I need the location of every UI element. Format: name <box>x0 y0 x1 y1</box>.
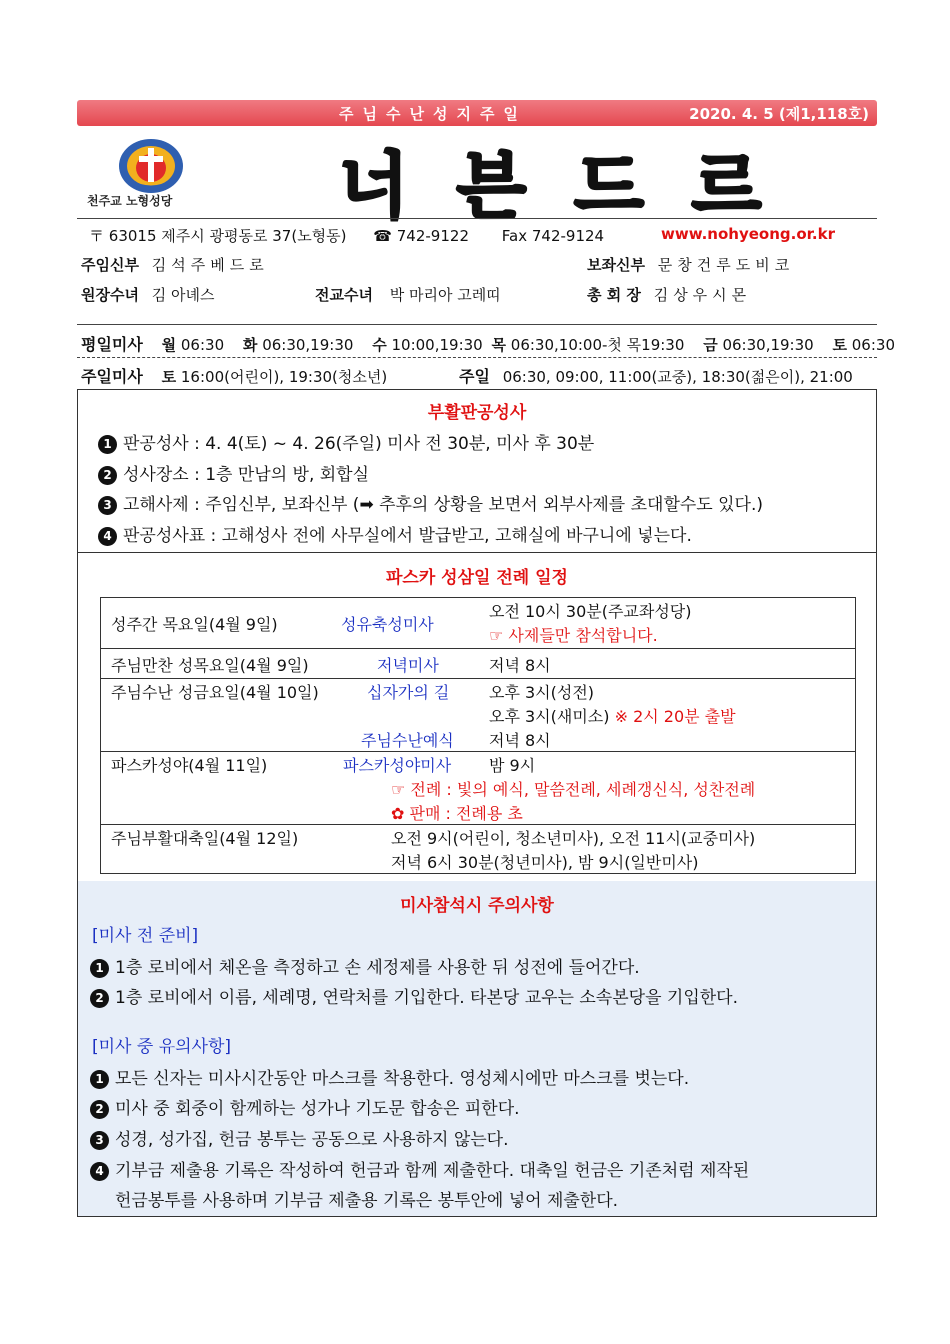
sun-sat-time: 16:00(어린이), 19:30(청소년) <box>180 368 388 386</box>
superior-line <box>81 284 214 305</box>
phone-icon: ☎ <box>373 227 392 245</box>
catechist-label: 전교수녀 <box>315 286 373 304</box>
sunday-mass-label: 주일미사 <box>81 367 143 386</box>
wed-time: 10:00,19:30 <box>391 336 483 354</box>
table-row <box>101 598 856 649</box>
number-badge-icon: 1 <box>90 1070 109 1089</box>
precaution-item <box>90 953 640 978</box>
precaution-text: 기부금 제출용 기록은 작성하여 헌금과 함께 제출한다. 대축일 헌금은 기존처럼 제작된 <box>115 1161 750 1181</box>
sun-label: 주일 <box>459 367 490 386</box>
sat-label: 토 <box>832 336 847 354</box>
schedule-day: 주님부활대축일(4월 12일) <box>111 829 299 848</box>
confession-item <box>98 490 763 515</box>
assistant-label: 보좌신부 <box>587 256 645 274</box>
confession-item <box>98 460 369 485</box>
header-banner <box>77 100 877 126</box>
president-line <box>587 284 751 305</box>
schedule-note: ✿ 판매 : 전례용 초 <box>391 804 523 823</box>
schedule-rite: 저녁미사 <box>377 656 439 675</box>
weekday-mass-label: 평일미사 <box>81 335 143 354</box>
schedule-time: 저녁 8시 <box>489 656 551 675</box>
triduum-schedule-table <box>100 597 856 874</box>
sat-time: 06:30 <box>851 336 895 354</box>
number-badge-icon: 1 <box>98 435 117 454</box>
parish-logo-text: 천주교 노형성당 <box>87 194 173 208</box>
schedule-day: 주님만찬 성목요일(4월 9일) <box>111 656 309 675</box>
schedule-day: 파스카성야(4월 11일) <box>111 756 268 775</box>
number-badge-icon: 4 <box>90 1162 109 1181</box>
confession-section <box>77 389 877 553</box>
precaution-item <box>90 1064 689 1089</box>
assistant-line <box>587 254 794 275</box>
pastor-label: 주임신부 <box>81 256 139 274</box>
schedule-time: 오후 3시(성전) <box>489 683 595 702</box>
confession-item-text: 성사장소 : 1층 만남의 방, 회합실 <box>123 465 370 485</box>
precaution-item <box>90 1125 509 1150</box>
before-mass-heading: [미사 전 준비] <box>92 926 199 946</box>
fri-label: 금 <box>703 336 718 354</box>
precaution-text: 모든 신자는 미사시간동안 마스크를 착용한다. 영성체시에만 마스크를 벗는다. <box>115 1069 690 1089</box>
schedule-note: ☞ 전례 : 빛의 예식, 말씀전례, 세례갱신식, 성찬전례 <box>391 780 756 799</box>
mon-label: 월 <box>161 336 177 354</box>
table-row <box>101 679 856 752</box>
fax: Fax 742-9124 <box>501 227 605 245</box>
schedule-rite: 주님수난예식 <box>361 731 454 750</box>
schedule-rite: 성유축성미사 <box>341 615 434 634</box>
schedule-time-text: 오후 3시(새미소) <box>489 707 610 726</box>
wed-label: 수 <box>372 336 387 354</box>
schedule-rite: 파스카성야미사 <box>343 756 452 775</box>
precautions-title: 미사참석시 주의사항 <box>400 896 554 916</box>
website-link[interactable]: www.nohyeong.or.kr <box>661 225 835 243</box>
thu-label: 목 <box>491 336 506 354</box>
postal-icon: 〒 <box>89 227 105 245</box>
triduum-title: 파스카 성삼일 전례 일정 <box>386 568 568 588</box>
sun-sat-label: 토 <box>161 368 177 386</box>
schedule-time <box>489 704 736 727</box>
mon-time: 06:30 <box>180 336 225 354</box>
sunday-times <box>459 364 853 387</box>
pastor-line <box>81 254 269 275</box>
banner-sunday-name: 주님수난성지주일 <box>339 105 527 123</box>
precautions-section <box>77 881 877 1217</box>
schedule-time: 오전 9시(어린이, 청소년미사), 오전 11시(교중미사) <box>391 829 756 848</box>
precaution-item <box>90 983 738 1008</box>
table-row <box>101 649 856 679</box>
president-name: 김상우시몬 <box>653 286 752 304</box>
divider <box>77 324 877 325</box>
banner-date-issue: 2020. 4. 5 (제1,118호) <box>689 105 869 123</box>
precaution-item <box>90 1094 520 1119</box>
schedule-day: 주님수난 성금요일(4월 10일) <box>111 683 319 702</box>
fri-time: 06:30,19:30 <box>722 336 814 354</box>
during-mass-heading: [미사 중 유의사항] <box>92 1037 232 1057</box>
confession-item-text: 판공성사 : 4. 4(토) ~ 4. 26(주일) 미사 전 30분, 미사 후 30분 <box>123 434 595 454</box>
confession-item-text: 판공성사표 : 고해성사 전에 사무실에서 발급받고, 고해실에 바구니에 넣는다. <box>123 526 692 546</box>
triduum-section <box>77 551 877 882</box>
assistant-name: 문창건루도비코 <box>657 256 795 274</box>
divider <box>77 218 877 219</box>
precaution-text: 성경, 성가집, 헌금 봉투는 공동으로 사용하지 않는다. <box>115 1130 509 1150</box>
precaution-text: 미사 중 회중이 함께하는 성가나 기도문 합송은 피한다. <box>115 1099 520 1119</box>
phone: 742-9122 <box>396 227 469 245</box>
schedule-note: ☞ 사제들만 참석합니다. <box>489 626 658 645</box>
pastor-name: 김석주베드로 <box>151 256 269 274</box>
table-row <box>101 825 856 874</box>
schedule-time: 오전 10시 30분(주교좌성당) <box>489 602 692 621</box>
number-badge-icon: 3 <box>98 496 117 515</box>
sunday-mass-line <box>81 364 387 387</box>
precaution-text: 1층 로비에서 이름, 세례명, 연락처를 기입한다. 타본당 교우는 소속본당을 기입한다. <box>115 988 738 1008</box>
confession-item <box>98 521 692 546</box>
schedule-time: 저녁 8시 <box>489 731 551 750</box>
schedule-note: ※ 2시 20분 출발 <box>614 707 736 726</box>
dashed-divider <box>77 357 877 358</box>
schedule-time: 밤 9시 <box>489 756 536 775</box>
number-badge-icon: 1 <box>90 959 109 978</box>
confession-title: 부활판공성사 <box>427 403 527 423</box>
superior-label: 원장수녀 <box>81 286 139 304</box>
confession-item <box>98 429 594 454</box>
precaution-text-continued: 헌금봉투를 사용하며 기부금 제출용 기록은 봉투안에 넣어 제출한다. <box>115 1191 619 1211</box>
precaution-text: 1층 로비에서 체온을 측정하고 손 세정제를 사용한 뒤 성전에 들어간다. <box>115 958 640 978</box>
tue-time: 06:30,19:30 <box>262 336 354 354</box>
number-badge-icon: 4 <box>98 527 117 546</box>
schedule-time: 저녁 6시 30분(청년미사), 밤 9시(일반미사) <box>391 853 699 872</box>
number-badge-icon: 2 <box>98 466 117 485</box>
catechist-line <box>315 284 501 305</box>
newsletter-title: 너븐드르 <box>339 144 810 228</box>
catechist-name: 박 마리아 고레띠 <box>389 286 501 304</box>
tue-label: 화 <box>242 336 258 354</box>
number-badge-icon: 2 <box>90 989 109 1008</box>
contact-line <box>89 225 604 246</box>
number-badge-icon: 3 <box>90 1131 109 1150</box>
precaution-item <box>90 1156 749 1181</box>
address: 63015 제주시 광평동로 37(노형동) <box>108 227 347 245</box>
president-label: 총 회 장 <box>587 286 641 304</box>
number-badge-icon: 2 <box>90 1100 109 1119</box>
confession-item-text: 고해사제 : 주임신부, 보좌신부 (➡ 추후의 상황을 보면서 외부사제를 초대할수도 있다.) <box>123 495 764 515</box>
weekday-mass-line <box>81 332 895 355</box>
superior-name: 김 아녜스 <box>151 286 215 304</box>
table-row <box>101 752 856 825</box>
thu-time: 06:30,10:00-첫 목19:30 <box>510 336 685 354</box>
schedule-rite: 십자가의 길 <box>367 683 450 702</box>
schedule-day: 성주간 목요일(4월 9일) <box>111 615 278 634</box>
sun-time: 06:30, 09:00, 11:00(교중), 18:30(젊은이), 21:00 <box>502 368 853 386</box>
parish-logo-icon <box>115 136 187 196</box>
